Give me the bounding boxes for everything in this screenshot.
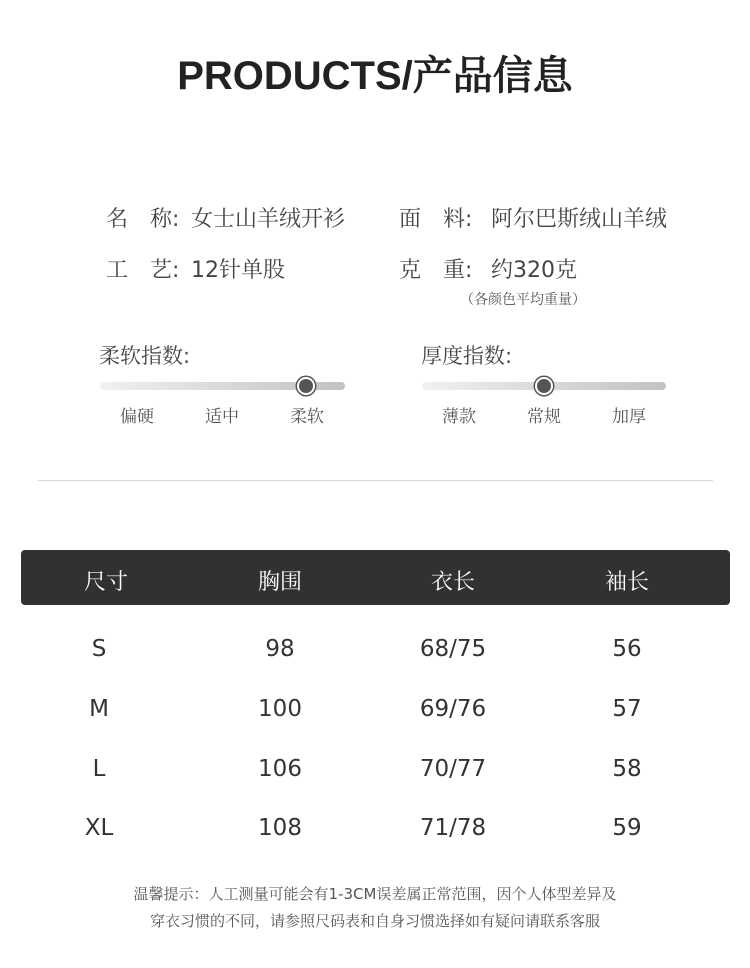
cell-sleeve: 58	[612, 756, 642, 782]
name-value: 女士山羊绒开衫	[191, 207, 346, 232]
craft-label: 工 艺:	[106, 258, 180, 283]
cell-length: 68/75	[419, 636, 487, 662]
softness-title: 柔软指数:	[99, 344, 191, 368]
softness-indicator	[297, 377, 315, 395]
cell-size: L	[92, 756, 106, 782]
softness-level-medium: 适中	[205, 407, 239, 427]
header-length: 衣长	[430, 570, 475, 595]
cell-sleeve: 57	[612, 696, 642, 722]
cell-size: M	[89, 696, 109, 722]
weight-note: （各颜色平均重量）	[460, 292, 586, 308]
footnote-line-2: 穿衣习惯的不同，请参照尺码表和自身习惯选择如有疑问请联系客服	[149, 912, 600, 930]
thickness-indicator	[535, 377, 553, 395]
softness-level-hard: 偏硬	[120, 407, 154, 427]
cell-chest: 108	[258, 815, 302, 841]
fabric-value: 阿尔巴斯绒山羊绒	[491, 207, 668, 232]
cell-sleeve: 59	[612, 815, 642, 841]
cell-chest: 106	[258, 756, 302, 782]
cell-size: S	[91, 636, 107, 662]
cell-length: 71/78	[419, 815, 487, 841]
name-label: 名 称:	[106, 207, 180, 232]
header-chest: 胸围	[257, 570, 302, 595]
footnote-line-1: 温馨提示：人工测量可能会有1-3CM误差属正常范围，因个人体型差异及	[133, 885, 617, 903]
thickness-level-thin: 薄款	[442, 407, 476, 427]
softness-level-soft: 柔软	[290, 407, 324, 427]
header-size: 尺寸	[83, 570, 128, 595]
cell-length: 69/76	[419, 696, 487, 722]
cell-sleeve: 56	[612, 636, 642, 662]
cell-chest: 100	[258, 696, 302, 722]
header-sleeve: 袖长	[604, 570, 649, 595]
cell-size: XL	[84, 815, 114, 841]
thickness-level-regular: 常规	[527, 407, 561, 427]
thickness-track	[422, 382, 666, 390]
thickness-level-thick: 加厚	[612, 407, 646, 427]
weight-value: 约320克	[491, 258, 577, 283]
page-title: PRODUCTS/产品信息	[177, 54, 573, 98]
weight-label: 克 重:	[399, 258, 473, 283]
cell-chest: 98	[265, 636, 295, 662]
section-divider	[38, 480, 713, 481]
thickness-title: 厚度指数:	[421, 344, 513, 368]
craft-value: 12针单股	[191, 258, 285, 283]
fabric-label: 面 料:	[399, 207, 473, 232]
cell-length: 70/77	[419, 756, 487, 782]
softness-track	[100, 382, 345, 390]
